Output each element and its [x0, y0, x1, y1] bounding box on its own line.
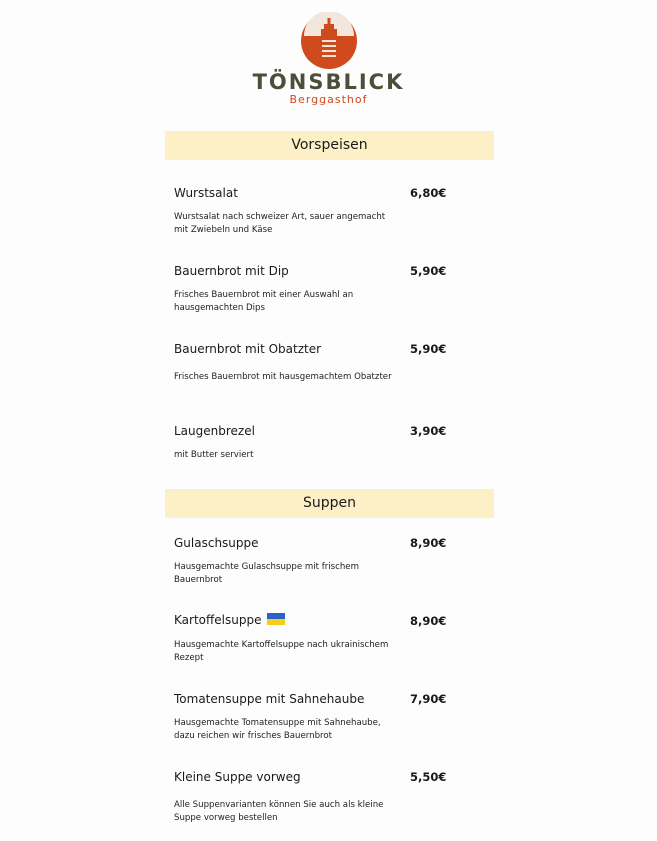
menu-item-description: Wurstsalat nach schweizer Art, sauer angemacht mit Zwiebeln und Käse: [174, 212, 386, 235]
menu-item-price: 6,80€: [410, 186, 447, 200]
menu-item-name-row: [174, 613, 285, 627]
menu-item-description: Hausgemachte Gulaschsuppe mit frischem Bauernbrot: [174, 562, 359, 585]
brand-subtitle: Berggasthof: [289, 93, 368, 106]
menu-item-price: 5,90€: [410, 342, 447, 356]
section-header-suppen: Suppen: [165, 489, 494, 518]
tower-logo-icon: [300, 12, 358, 70]
logo: [0, 12, 657, 106]
menu-item-name: Laugenbrezel: [174, 424, 255, 438]
ukraine-flag-icon: [267, 613, 285, 625]
menu-item-name: Tomatensuppe mit Sahnehaube: [174, 692, 365, 706]
menu-item-description: Frisches Bauernbrot mit hausgemachtem Obatzter: [174, 372, 392, 382]
menu-item-price: 3,90€: [410, 424, 447, 438]
menu-item-description: Alle Suppenvarianten können Sie auch als kleine Suppe vorweg bestellen: [174, 800, 384, 823]
menu-item-price: 7,90€: [410, 692, 447, 706]
menu-item-price: 5,50€: [410, 770, 447, 784]
menu-item-description: Hausgemachte Tomatensuppe mit Sahnehaube, dazu reichen wir frisches Bauernbrot: [174, 718, 381, 741]
menu-item-name: Kleine Suppe vorweg: [174, 770, 301, 784]
section-header-vorspeisen: Vorspeisen: [165, 131, 494, 160]
menu-item-name: Wurstsalat: [174, 186, 238, 200]
brand-name: TÖNSBLICK: [252, 70, 405, 94]
menu-item-name: Bauernbrot mit Obatzter: [174, 342, 322, 356]
menu-item-description: mit Butter serviert: [174, 450, 254, 460]
menu-item-price: 8,90€: [410, 614, 447, 628]
menu-item-description: Frisches Bauernbrot mit einer Auswahl an hausgemachten Dips: [174, 290, 354, 313]
menu-item-description: Hausgemachte Kartoffelsuppe nach ukrainischem Rezept: [174, 640, 389, 663]
menu-item-price: 5,90€: [410, 264, 447, 278]
menu-item-name: Kartoffelsuppe: [174, 613, 262, 627]
menu-item-name: Bauernbrot mit Dip: [174, 264, 289, 278]
menu-item-name: Gulaschsuppe: [174, 536, 259, 550]
menu-item-price: 8,90€: [410, 536, 447, 550]
